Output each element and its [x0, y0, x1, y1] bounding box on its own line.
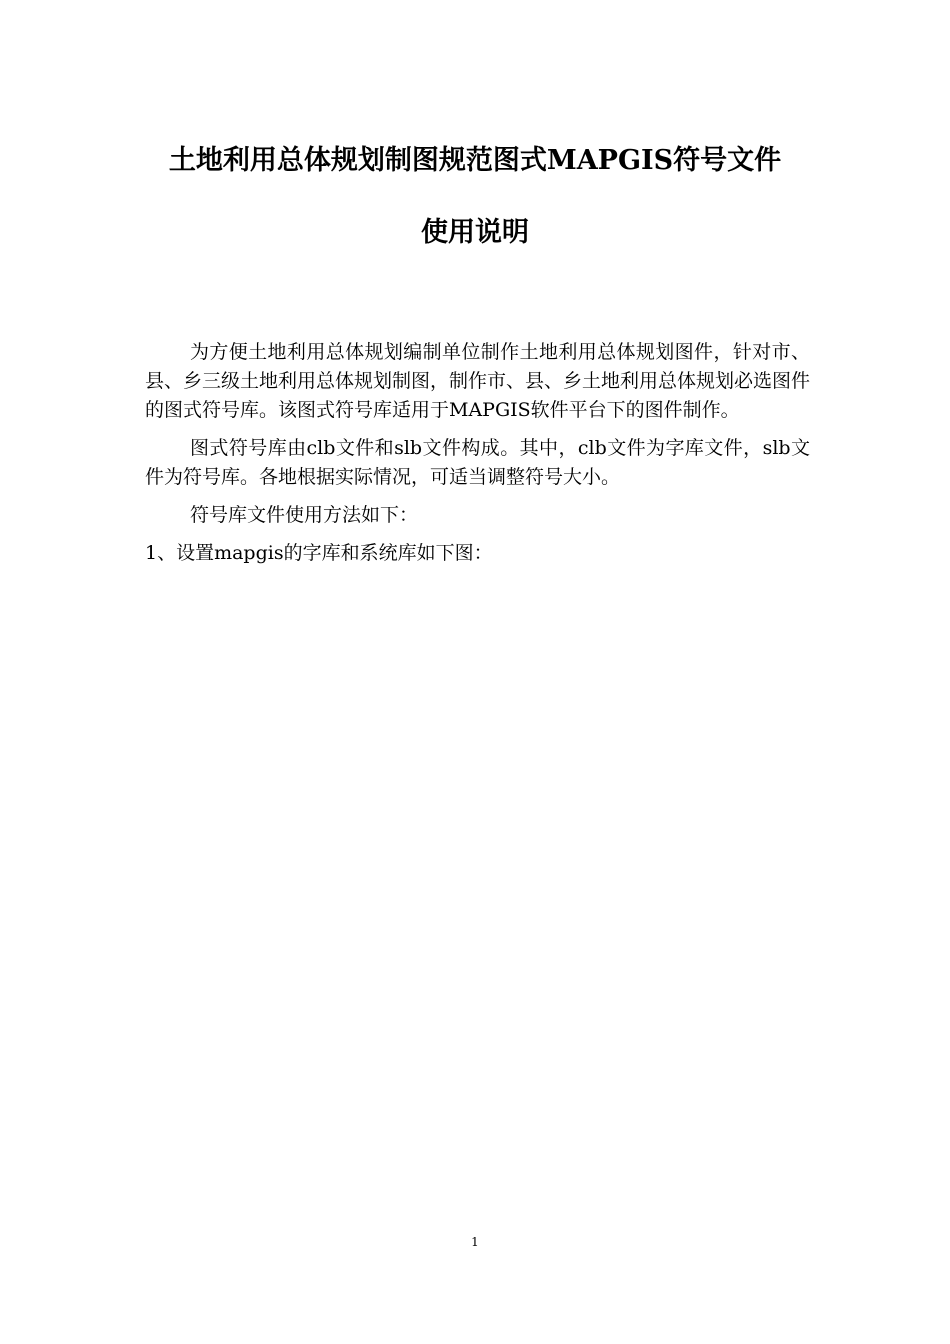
step-1-text: 1、设置mapgis的字库和系统库如下图：	[145, 542, 493, 564]
paragraph-intro: 为方便土地利用总体规划编制单位制作土地利用总体规划图件，针对市、县、乡三级土地利用总体规划制图，制作市、县、乡土地利用总体规划必选图件的图式符号库。该图式符号库适用于MAPGIS软件平台下的图件制作。	[145, 341, 811, 421]
document-title: 土地利用总体规划制图规范图式MAPGIS符号文件	[168, 145, 782, 176]
paragraph-library-files: 图式符号库由clb文件和slb文件构成。其中，clb文件为字库文件，slb文件为符号库。各地根据实际情况，可适当调整符号大小。	[145, 437, 810, 488]
page-number: 1	[471, 1235, 479, 1249]
document-subtitle: 使用说明	[421, 217, 529, 248]
document-body	[145, 338, 810, 577]
paragraph-usage-heading: 符号库文件使用方法如下：	[190, 504, 419, 526]
